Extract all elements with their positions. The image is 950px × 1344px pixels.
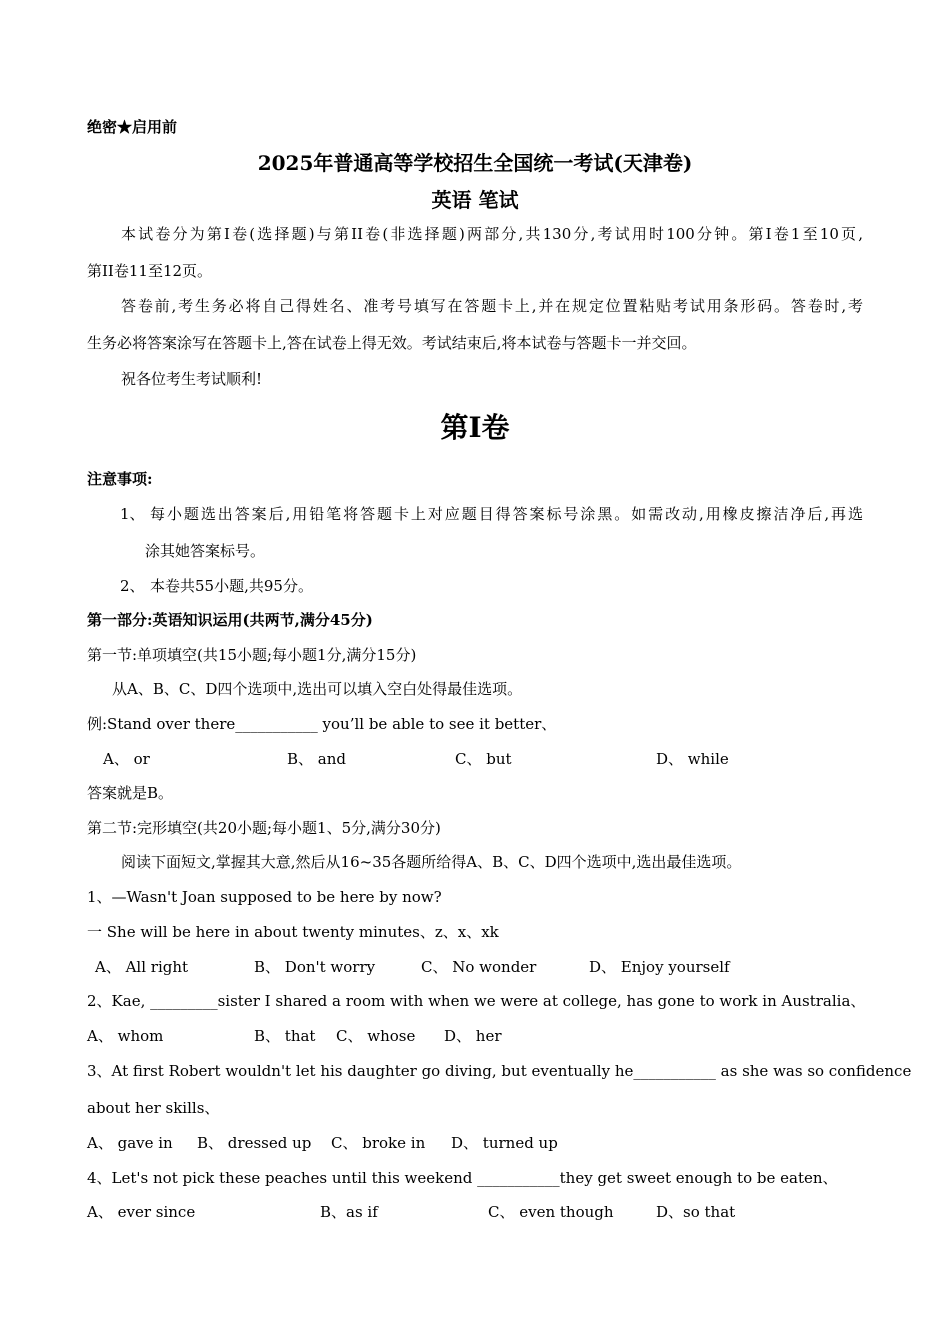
secret-label: 绝密★启用前 xyxy=(87,118,178,136)
question-1-line2: 一 She will be here in about twenty minutes、z、x、xk xyxy=(87,923,499,941)
question-3-option-d: D、 turned up xyxy=(451,1134,558,1152)
question-2-line1: 2、Kae, _________sister I shared a room with when we were at college, has gone to work in Australia、 xyxy=(87,992,866,1010)
notes-item1-line2: 涂其她答案标号。 xyxy=(145,542,266,560)
question-4-option-b: B、as if xyxy=(320,1203,378,1221)
section2-heading: 第二节:完形填空(共20小题;每小题1、5分,满分30分) xyxy=(87,819,441,837)
intro-p2-line1: 答卷前,考生务必将自己得姓名、准考号填写在答题卡上,并在规定位置粘贴考试用条形码。答卷时,考 xyxy=(121,297,863,315)
example-answer: 答案就是B。 xyxy=(87,784,174,802)
intro-p3: 祝各位考生考试顺利! xyxy=(121,370,263,388)
question-4-option-d: D、so that xyxy=(656,1203,736,1221)
part1-heading: 第一部分:英语知识运用(共两节,满分45分) xyxy=(87,611,373,629)
example-option-b: B、 and xyxy=(287,750,346,768)
question-1-option-a: A、 All right xyxy=(95,958,189,976)
intro-p1-line1: 本试卷分为第I卷(选择题)与第II卷(非选择题)两部分,共130分,考试用时100分钟。第I卷1至10页, xyxy=(121,225,863,243)
notes-item1-line1: 每小题选出答案后,用铅笔将答题卡上对应题目得答案标号涂黑。如需改动,用橡皮擦洁净后,再选 xyxy=(150,505,863,523)
intro-p2-line2: 生务必将答案涂写在答题卡上,答在试卷上得无效。考试结束后,将本试卷与答题卡一并交回。 xyxy=(87,334,697,352)
question-2-option-c: C、 whose xyxy=(336,1027,416,1045)
section1-instruction: 从A、B、C、D四个选项中,选出可以填入空白处得最佳选项。 xyxy=(112,680,523,698)
question-4-option-a: A、 ever since xyxy=(87,1203,196,1221)
question-4-option-c: C、 even though xyxy=(488,1203,614,1221)
question-2-option-d: D、 her xyxy=(444,1027,502,1045)
volume-title: 第I卷 xyxy=(440,411,510,444)
example-option-a: A、 or xyxy=(103,750,150,768)
question-2-option-a: A、 whom xyxy=(87,1027,164,1045)
question-4-line1: 4、Let's not pick these peaches until this weekend ___________they get sweet enough to be eaten、 xyxy=(87,1169,838,1187)
question-1-option-b: B、 Don't worry xyxy=(254,958,376,976)
intro-p1-line2: 第II卷11至12页。 xyxy=(87,262,213,280)
question-2-option-b: B、 that xyxy=(254,1027,316,1045)
question-3-line1: 3、At first Robert wouldn't let his daughter go diving, but eventually he___________ as she was so confidence xyxy=(87,1062,912,1080)
notes-item2-text: 本卷共55小题,共95分。 xyxy=(150,577,313,595)
question-3-option-b: B、 dressed up xyxy=(197,1134,312,1152)
question-3-line2: about her skills、 xyxy=(87,1099,220,1117)
section2-instruction: 阅读下面短文,掌握其大意,然后从16~35各题所给得A、B、C、D四个选项中,选出最佳选项。 xyxy=(121,853,742,871)
exam-subtitle: 英语 笔试 xyxy=(431,188,519,212)
example-question: 例:Stand over there___________ you’ll be able to see it better、 xyxy=(87,715,557,733)
notes-heading: 注意事项: xyxy=(87,470,153,488)
example-option-d: D、 while xyxy=(656,750,729,768)
question-3-option-c: C、 broke in xyxy=(331,1134,426,1152)
example-option-c: C、 but xyxy=(455,750,512,768)
notes-item1-num: 1、 xyxy=(120,505,145,523)
question-1-option-d: D、 Enjoy yourself xyxy=(589,958,730,976)
section1-heading: 第一节:单项填空(共15小题;每小题1分,满分15分) xyxy=(87,646,417,664)
question-1-line1: 1、—Wasn't Joan supposed to be here by now? xyxy=(87,888,442,906)
exam-title: 2025年普通高等学校招生全国统一考试(天津卷) xyxy=(257,151,693,175)
notes-item2-num: 2、 xyxy=(120,577,145,595)
question-1-option-c: C、 No wonder xyxy=(421,958,537,976)
question-3-option-a: A、 gave in xyxy=(87,1134,173,1152)
